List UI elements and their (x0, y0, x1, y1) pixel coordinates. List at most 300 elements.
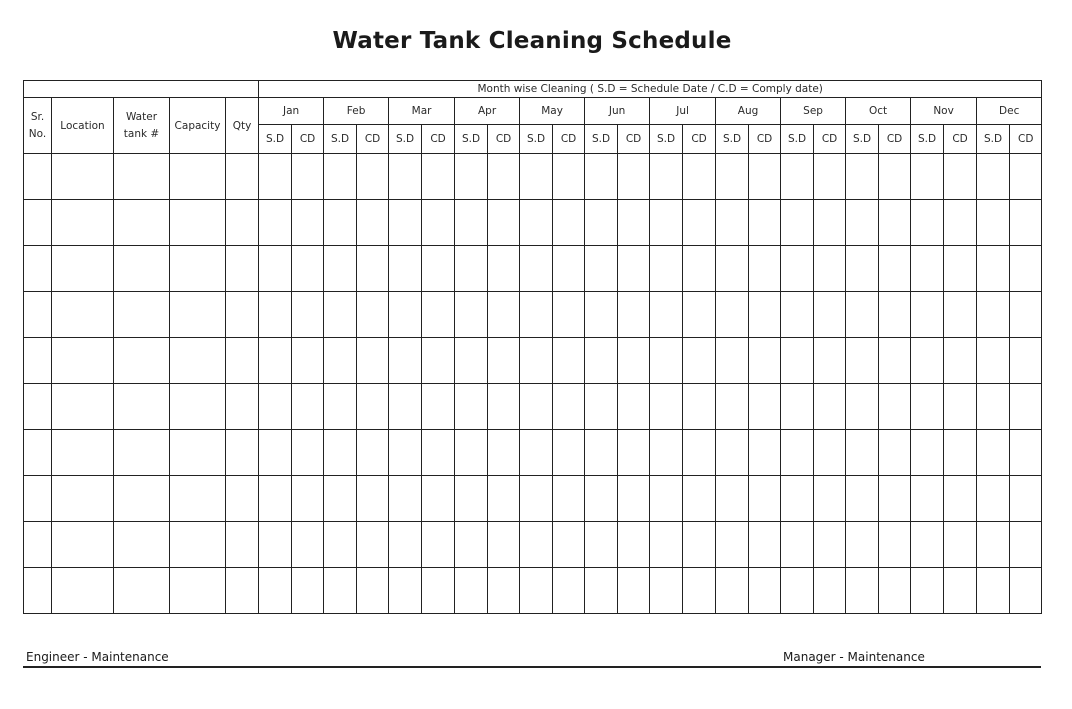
col-header-water-tank: Water tank # (114, 98, 170, 154)
table-cell[interactable] (520, 430, 553, 476)
table-cell[interactable] (618, 292, 650, 338)
schedule-date-header: S.D (520, 125, 553, 154)
table-cell[interactable] (1010, 522, 1042, 568)
table-cell[interactable] (455, 568, 488, 614)
table-cell[interactable] (1010, 246, 1042, 292)
table-cell[interactable] (259, 430, 292, 476)
table-cell[interactable] (553, 568, 585, 614)
table-cell[interactable] (553, 200, 585, 246)
table-cell[interactable] (292, 430, 324, 476)
table-cell[interactable] (749, 246, 781, 292)
table-cell[interactable] (357, 200, 389, 246)
table-cell[interactable] (292, 384, 324, 430)
table-cell[interactable] (292, 568, 324, 614)
table-cell[interactable] (650, 430, 683, 476)
table-cell[interactable] (814, 292, 846, 338)
table-cell[interactable] (650, 154, 683, 200)
table-cell[interactable] (52, 246, 114, 292)
table-cell[interactable] (911, 338, 944, 384)
table-cell[interactable] (618, 568, 650, 614)
table-cell[interactable] (226, 154, 259, 200)
table-cell[interactable] (226, 246, 259, 292)
table-cell[interactable] (781, 384, 814, 430)
table-cell[interactable] (879, 430, 911, 476)
table-cell[interactable] (814, 522, 846, 568)
table-cell[interactable] (488, 292, 520, 338)
table-cell[interactable] (114, 430, 170, 476)
table-cell[interactable] (357, 154, 389, 200)
table-cell[interactable] (814, 430, 846, 476)
table-cell[interactable] (422, 200, 455, 246)
table-cell[interactable] (977, 200, 1010, 246)
table-cell[interactable] (324, 430, 357, 476)
table-cell[interactable] (389, 200, 422, 246)
table-cell[interactable] (585, 476, 618, 522)
table-cell[interactable] (781, 522, 814, 568)
table-cell[interactable] (716, 476, 749, 522)
table-cell[interactable] (1010, 292, 1042, 338)
table-cell[interactable] (520, 384, 553, 430)
table-cell[interactable] (650, 476, 683, 522)
table-cell[interactable] (846, 384, 879, 430)
table-cell[interactable] (618, 338, 650, 384)
table-cell[interactable] (389, 246, 422, 292)
table-cell[interactable] (488, 246, 520, 292)
table-cell[interactable] (226, 430, 259, 476)
table-cell[interactable] (553, 154, 585, 200)
table-cell[interactable] (650, 292, 683, 338)
table-cell[interactable] (52, 522, 114, 568)
table-cell[interactable] (879, 200, 911, 246)
table-cell[interactable] (944, 338, 977, 384)
table-cell[interactable] (846, 476, 879, 522)
table-cell[interactable] (1010, 384, 1042, 430)
table-cell[interactable] (389, 384, 422, 430)
table-cell[interactable] (716, 568, 749, 614)
table-cell[interactable] (357, 430, 389, 476)
table-cell[interactable] (520, 522, 553, 568)
table-cell[interactable] (170, 568, 226, 614)
table-cell[interactable] (259, 476, 292, 522)
table-cell[interactable] (944, 476, 977, 522)
table-cell[interactable] (683, 476, 716, 522)
table-cell[interactable] (781, 430, 814, 476)
table-cell[interactable] (814, 338, 846, 384)
table-cell[interactable] (520, 338, 553, 384)
table-cell[interactable] (911, 200, 944, 246)
table-cell[interactable] (114, 522, 170, 568)
table-cell[interactable] (781, 154, 814, 200)
table-cell[interactable] (324, 338, 357, 384)
table-cell[interactable] (749, 430, 781, 476)
table-cell[interactable] (781, 568, 814, 614)
table-cell[interactable] (977, 338, 1010, 384)
table-cell[interactable] (879, 246, 911, 292)
table-cell[interactable] (520, 568, 553, 614)
table-cell[interactable] (911, 522, 944, 568)
table-cell[interactable] (170, 154, 226, 200)
table-row (24, 522, 1042, 568)
table-cell[interactable] (292, 338, 324, 384)
table-cell[interactable] (716, 292, 749, 338)
table-cell[interactable] (488, 476, 520, 522)
table-cell[interactable] (259, 384, 292, 430)
table-cell[interactable] (977, 476, 1010, 522)
table-cell[interactable] (683, 568, 716, 614)
table-cell[interactable] (911, 154, 944, 200)
table-cell[interactable] (650, 338, 683, 384)
table-cell[interactable] (170, 246, 226, 292)
table-cell[interactable] (749, 338, 781, 384)
table-cell[interactable] (879, 292, 911, 338)
table-cell[interactable] (520, 200, 553, 246)
table-cell[interactable] (977, 292, 1010, 338)
table-cell[interactable] (422, 338, 455, 384)
table-cell[interactable] (422, 476, 455, 522)
table-cell[interactable] (422, 154, 455, 200)
table-cell[interactable] (520, 476, 553, 522)
table-cell[interactable] (846, 430, 879, 476)
table-cell[interactable] (389, 522, 422, 568)
comply-date-header: CD (944, 125, 977, 154)
table-cell[interactable] (553, 246, 585, 292)
table-cell[interactable] (944, 522, 977, 568)
table-cell[interactable] (944, 292, 977, 338)
table-cell[interactable] (292, 292, 324, 338)
table-cell[interactable] (292, 476, 324, 522)
table-cell[interactable] (879, 522, 911, 568)
table-cell[interactable] (324, 292, 357, 338)
table-cell[interactable] (422, 292, 455, 338)
table-cell[interactable] (716, 154, 749, 200)
table-cell[interactable] (226, 476, 259, 522)
table-cell[interactable] (24, 522, 52, 568)
table-cell[interactable] (488, 522, 520, 568)
table-cell[interactable] (324, 200, 357, 246)
table-cell[interactable] (749, 154, 781, 200)
table-cell[interactable] (749, 522, 781, 568)
schedule-date-header: S.D (846, 125, 879, 154)
table-cell[interactable] (357, 292, 389, 338)
table-cell[interactable] (814, 200, 846, 246)
table-cell[interactable] (259, 568, 292, 614)
table-cell[interactable] (944, 200, 977, 246)
table-cell[interactable] (488, 568, 520, 614)
table-cell[interactable] (553, 384, 585, 430)
table-cell[interactable] (553, 522, 585, 568)
table-cell[interactable] (781, 246, 814, 292)
table-cell[interactable] (488, 430, 520, 476)
table-cell[interactable] (814, 476, 846, 522)
table-cell[interactable] (944, 384, 977, 430)
table-cell[interactable] (749, 292, 781, 338)
table-cell[interactable] (716, 246, 749, 292)
table-cell[interactable] (1010, 568, 1042, 614)
table-cell[interactable] (357, 476, 389, 522)
table-cell[interactable] (879, 568, 911, 614)
table-cell[interactable] (618, 430, 650, 476)
table-cell[interactable] (389, 430, 422, 476)
table-cell[interactable] (259, 246, 292, 292)
table-cell[interactable] (944, 154, 977, 200)
table-cell[interactable] (259, 154, 292, 200)
month-header: Jul (650, 98, 716, 125)
table-cell[interactable] (324, 154, 357, 200)
table-cell[interactable] (455, 246, 488, 292)
table-cell[interactable] (24, 154, 52, 200)
table-cell[interactable] (389, 154, 422, 200)
table-cell[interactable] (226, 338, 259, 384)
table-cell[interactable] (879, 154, 911, 200)
table-cell[interactable] (846, 154, 879, 200)
col-header-sr-no: Sr. No. (24, 98, 52, 154)
table-cell[interactable] (553, 430, 585, 476)
table-cell[interactable] (650, 384, 683, 430)
table-cell[interactable] (618, 246, 650, 292)
table-cell[interactable] (814, 568, 846, 614)
table-cell[interactable] (170, 384, 226, 430)
table-cell[interactable] (114, 384, 170, 430)
table-cell[interactable] (618, 154, 650, 200)
table-cell[interactable] (52, 200, 114, 246)
table-cell[interactable] (455, 430, 488, 476)
table-cell[interactable] (455, 476, 488, 522)
table-cell[interactable] (846, 246, 879, 292)
table-cell[interactable] (846, 568, 879, 614)
table-cell[interactable] (170, 476, 226, 522)
table-cell[interactable] (911, 246, 944, 292)
table-cell[interactable] (585, 384, 618, 430)
table-cell[interactable] (389, 292, 422, 338)
table-cell[interactable] (683, 430, 716, 476)
table-cell[interactable] (781, 200, 814, 246)
table-cell[interactable] (324, 246, 357, 292)
table-cell[interactable] (977, 384, 1010, 430)
table-cell[interactable] (24, 384, 52, 430)
table-cell[interactable] (324, 522, 357, 568)
table-cell[interactable] (944, 246, 977, 292)
col-header-qty: Qty (226, 98, 259, 154)
table-cell[interactable] (488, 338, 520, 384)
table-cell[interactable] (389, 568, 422, 614)
table-cell[interactable] (650, 246, 683, 292)
table-cell[interactable] (585, 430, 618, 476)
table-cell[interactable] (846, 292, 879, 338)
table-cell[interactable] (52, 292, 114, 338)
table-cell[interactable] (357, 568, 389, 614)
table-cell[interactable] (749, 476, 781, 522)
table-cell[interactable] (911, 384, 944, 430)
table-cell[interactable] (422, 522, 455, 568)
table-cell[interactable] (292, 246, 324, 292)
table-cell[interactable] (292, 154, 324, 200)
table-cell[interactable] (357, 522, 389, 568)
table-cell[interactable] (879, 338, 911, 384)
table-cell[interactable] (879, 384, 911, 430)
table-cell[interactable] (292, 522, 324, 568)
table-cell[interactable] (716, 430, 749, 476)
table-cell[interactable] (553, 338, 585, 384)
table-cell[interactable] (585, 522, 618, 568)
table-cell[interactable] (585, 154, 618, 200)
col-header-location: Location (52, 98, 114, 154)
table-cell[interactable] (389, 476, 422, 522)
table-cell[interactable] (683, 338, 716, 384)
table-cell[interactable] (389, 338, 422, 384)
table-cell[interactable] (585, 292, 618, 338)
table-cell[interactable] (618, 522, 650, 568)
table-cell[interactable] (324, 476, 357, 522)
table-cell[interactable] (749, 384, 781, 430)
table-cell[interactable] (749, 200, 781, 246)
table-cell[interactable] (488, 200, 520, 246)
table-cell[interactable] (716, 522, 749, 568)
table-cell[interactable] (650, 200, 683, 246)
table-cell[interactable] (911, 292, 944, 338)
table-cell[interactable] (1010, 338, 1042, 384)
table-cell[interactable] (683, 154, 716, 200)
table-cell[interactable] (170, 522, 226, 568)
table-cell[interactable] (24, 246, 52, 292)
table-cell[interactable] (24, 338, 52, 384)
table-cell[interactable] (1010, 430, 1042, 476)
table-cell[interactable] (520, 292, 553, 338)
table-cell[interactable] (911, 476, 944, 522)
table-cell[interactable] (585, 568, 618, 614)
table-cell[interactable] (24, 292, 52, 338)
table-cell[interactable] (618, 476, 650, 522)
table-cell[interactable] (618, 200, 650, 246)
table-cell[interactable] (357, 338, 389, 384)
table-cell[interactable] (1010, 200, 1042, 246)
table-cell[interactable] (716, 384, 749, 430)
table-cell[interactable] (422, 430, 455, 476)
table-cell[interactable] (553, 476, 585, 522)
table-cell[interactable] (585, 338, 618, 384)
table-cell[interactable] (52, 384, 114, 430)
table-cell[interactable] (683, 246, 716, 292)
table-cell[interactable] (944, 568, 977, 614)
table-cell[interactable] (324, 384, 357, 430)
table-cell[interactable] (226, 200, 259, 246)
table-cell[interactable] (52, 338, 114, 384)
table-cell[interactable] (52, 154, 114, 200)
table-cell[interactable] (814, 154, 846, 200)
table-cell[interactable] (24, 200, 52, 246)
table-cell[interactable] (716, 200, 749, 246)
table-cell[interactable] (422, 568, 455, 614)
table-cell[interactable] (977, 568, 1010, 614)
table-cell[interactable] (24, 568, 52, 614)
table-cell[interactable] (977, 246, 1010, 292)
table-cell[interactable] (226, 384, 259, 430)
table-cell[interactable] (846, 338, 879, 384)
table-cell[interactable] (781, 338, 814, 384)
table-cell[interactable] (422, 384, 455, 430)
table-cell[interactable] (846, 200, 879, 246)
table-cell[interactable] (618, 384, 650, 430)
table-cell[interactable] (226, 522, 259, 568)
table-cell[interactable] (455, 200, 488, 246)
table-cell[interactable] (520, 154, 553, 200)
table-cell[interactable] (455, 338, 488, 384)
table-cell[interactable] (114, 338, 170, 384)
table-cell[interactable] (846, 522, 879, 568)
table-cell[interactable] (226, 292, 259, 338)
table-cell[interactable] (488, 154, 520, 200)
table-cell[interactable] (650, 568, 683, 614)
table-cell[interactable] (170, 200, 226, 246)
table-cell[interactable] (114, 568, 170, 614)
table-cell[interactable] (585, 246, 618, 292)
table-cell[interactable] (455, 384, 488, 430)
table-cell[interactable] (683, 292, 716, 338)
table-cell[interactable] (553, 292, 585, 338)
table-cell[interactable] (324, 568, 357, 614)
table-cell[interactable] (749, 568, 781, 614)
table-cell[interactable] (114, 292, 170, 338)
table-cell[interactable] (911, 568, 944, 614)
table-cell[interactable] (683, 384, 716, 430)
table-cell[interactable] (977, 430, 1010, 476)
table-cell[interactable] (259, 292, 292, 338)
table-cell[interactable] (52, 430, 114, 476)
table-cell[interactable] (1010, 476, 1042, 522)
table-cell[interactable] (259, 200, 292, 246)
table-cell[interactable] (170, 338, 226, 384)
table-cell[interactable] (24, 476, 52, 522)
table-cell[interactable] (114, 476, 170, 522)
table-cell[interactable] (24, 430, 52, 476)
table-cell[interactable] (422, 246, 455, 292)
table-cell[interactable] (1010, 154, 1042, 200)
table-cell[interactable] (455, 522, 488, 568)
table-cell[interactable] (259, 338, 292, 384)
table-cell[interactable] (781, 476, 814, 522)
table-cell[interactable] (114, 200, 170, 246)
table-cell[interactable] (170, 292, 226, 338)
table-cell[interactable] (814, 384, 846, 430)
table-cell[interactable] (585, 200, 618, 246)
table-cell[interactable] (357, 246, 389, 292)
table-cell[interactable] (226, 568, 259, 614)
table-cell[interactable] (716, 338, 749, 384)
table-cell[interactable] (114, 154, 170, 200)
table-cell[interactable] (292, 200, 324, 246)
table-cell[interactable] (520, 246, 553, 292)
table-cell[interactable] (977, 154, 1010, 200)
table-cell[interactable] (52, 568, 114, 614)
table-cell[interactable] (259, 522, 292, 568)
table-cell[interactable] (683, 200, 716, 246)
table-cell[interactable] (781, 292, 814, 338)
table-cell[interactable] (879, 476, 911, 522)
comply-date-header: CD (488, 125, 520, 154)
table-cell[interactable] (357, 384, 389, 430)
table-cell[interactable] (911, 430, 944, 476)
table-cell[interactable] (977, 522, 1010, 568)
table-cell[interactable] (170, 430, 226, 476)
table-cell[interactable] (455, 292, 488, 338)
table-cell[interactable] (650, 522, 683, 568)
table-cell[interactable] (814, 246, 846, 292)
table-cell[interactable] (683, 522, 716, 568)
table-cell[interactable] (455, 154, 488, 200)
table-cell[interactable] (52, 476, 114, 522)
table-cell[interactable] (114, 246, 170, 292)
table-cell[interactable] (944, 430, 977, 476)
table-cell[interactable] (488, 384, 520, 430)
